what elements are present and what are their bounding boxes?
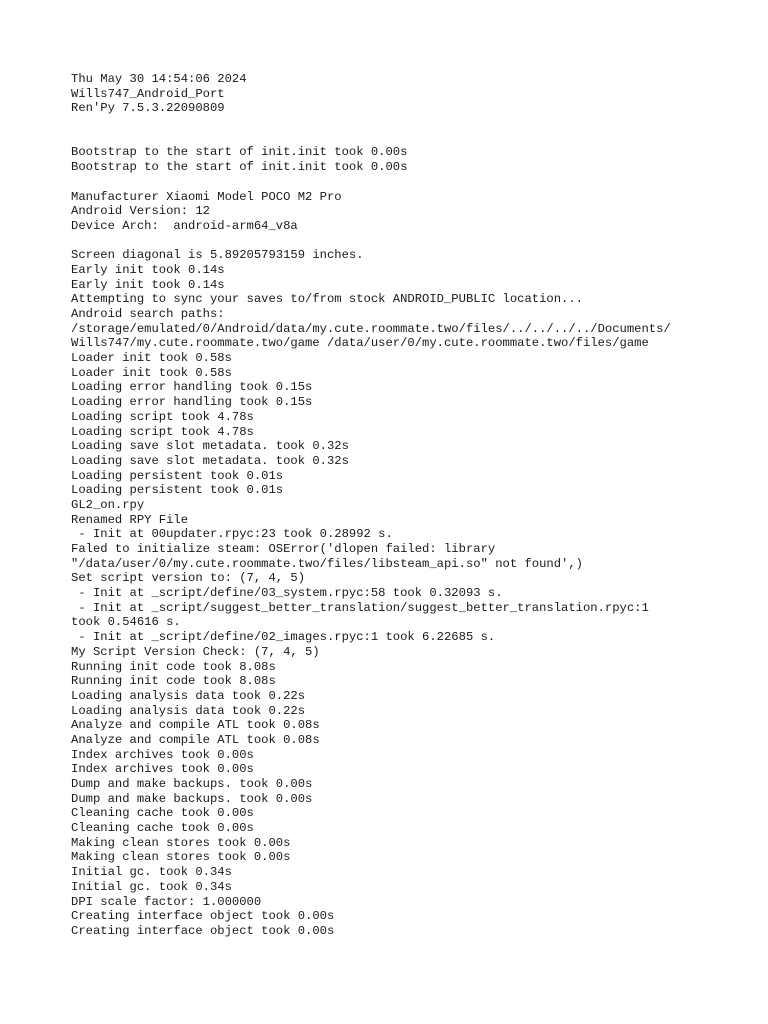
log-line: Running init code took 8.08s [71, 674, 276, 689]
log-line: - Init at _script/define/03_system.rpyc:58 took 0.32093 s. [71, 586, 503, 601]
log-line: Renamed RPY File [71, 512, 189, 527]
log-line: Early init took 0.14s [71, 262, 225, 277]
log-line: /storage/emulated/0/Android/data/my.cute.roommate.two/files/../../../../Documents/ [71, 321, 671, 336]
log-line: Initial gc. took 0.34s [71, 865, 232, 880]
blank-line [71, 175, 751, 190]
log-line: Thu May 30 14:54:06 2024 [71, 72, 247, 86]
log-line: Manufacturer Xiaomi Model POCO M2 Pro [71, 189, 342, 204]
log-line: Android search paths: [71, 307, 225, 321]
log-line: Analyze and compile ATL took 0.08s [71, 718, 320, 733]
log-line: Attempting to sync your saves to/from stock ANDROID_PUBLIC location... [71, 292, 583, 307]
log-line: Wills747_Android_Port [71, 86, 225, 101]
log-line: Ren'Py 7.5.3.22090809 [71, 101, 225, 116]
log-line: Bootstrap to the start of init.init took 0.00s [71, 145, 408, 160]
log-line: Cleaning cache took 0.00s [71, 821, 254, 836]
blank-line [71, 116, 751, 131]
log-line: Faled to initialize steam: OSError('dlopen failed: library [71, 542, 496, 556]
log-document [71, 72, 751, 939]
log-line: Loader init took 0.58s [71, 351, 232, 366]
log-line: Loading script took 4.78s [71, 409, 254, 424]
log-line: GL2_on.rpy [71, 497, 145, 512]
log-line: Screen diagonal is 5.89205793159 inches. [71, 248, 364, 263]
log-line: Index archives took 0.00s [71, 747, 254, 762]
log-line: Loading error handling took 0.15s [71, 380, 313, 395]
log-line: Loading persistent took 0.01s [71, 468, 284, 483]
blank-line [71, 131, 751, 146]
log-line: Analyze and compile ATL took 0.08s [71, 732, 320, 747]
log-line: - Init at _script/define/02_images.rpyc:1 took 6.22685 s. [71, 630, 496, 645]
log-line: Loading script took 4.78s [71, 424, 254, 439]
log-line: Cleaning cache took 0.00s [71, 806, 254, 821]
log-line: Creating interface object took 0.00s [71, 923, 335, 938]
log-line: Making clean stores took 0.00s [71, 850, 291, 865]
log-line: Dump and make backups. took 0.00s [71, 777, 313, 791]
log-line: Index archives took 0.00s [71, 762, 254, 777]
log-line: took 0.54616 s. [71, 615, 181, 630]
log-line: My Script Version Check: (7, 4, 5) [71, 644, 320, 659]
log-line: Wills747/my.cute.roommate.two/game /data/user/0/my.cute.roommate.two/files/game [71, 336, 649, 351]
log-line: Set script version to: (7, 4, 5) [71, 571, 306, 586]
log-line: Android Version: 12 [71, 204, 210, 219]
log-line: Device Arch: android-arm64_v8a [71, 218, 298, 233]
blank-line [71, 234, 751, 249]
log-line: Running init code took 8.08s [71, 659, 276, 674]
log-line: Dump and make backups. took 0.00s [71, 791, 313, 806]
log-line: "/data/user/0/my.cute.roommate.two/files/libsteam_api.so" not found',) [71, 556, 583, 571]
log-line: Bootstrap to the start of init.init took 0.00s [71, 160, 408, 175]
log-line: Loading error handling took 0.15s [71, 395, 313, 410]
log-line: Loader init took 0.58s [71, 365, 232, 380]
log-line: Loading persistent took 0.01s [71, 483, 284, 498]
log-line: Initial gc. took 0.34s [71, 879, 232, 894]
log-line: Loading analysis data took 0.22s [71, 703, 306, 718]
log-line: Making clean stores took 0.00s [71, 835, 291, 850]
log-line: Loading save slot metadata. took 0.32s [71, 439, 349, 454]
log-line: DPI scale factor: 1.000000 [71, 894, 262, 909]
log-line: Early init took 0.14s [71, 277, 225, 292]
log-line: - Init at _script/suggest_better_translation/suggest_better_translation.rpyc:1 [71, 600, 649, 615]
log-line: Loading analysis data took 0.22s [71, 688, 306, 703]
log-line: Loading save slot metadata. took 0.32s [71, 453, 349, 468]
log-line: Creating interface object took 0.00s [71, 909, 335, 924]
log-line: - Init at 00updater.rpyc:23 took 0.28992 s. [71, 527, 393, 542]
